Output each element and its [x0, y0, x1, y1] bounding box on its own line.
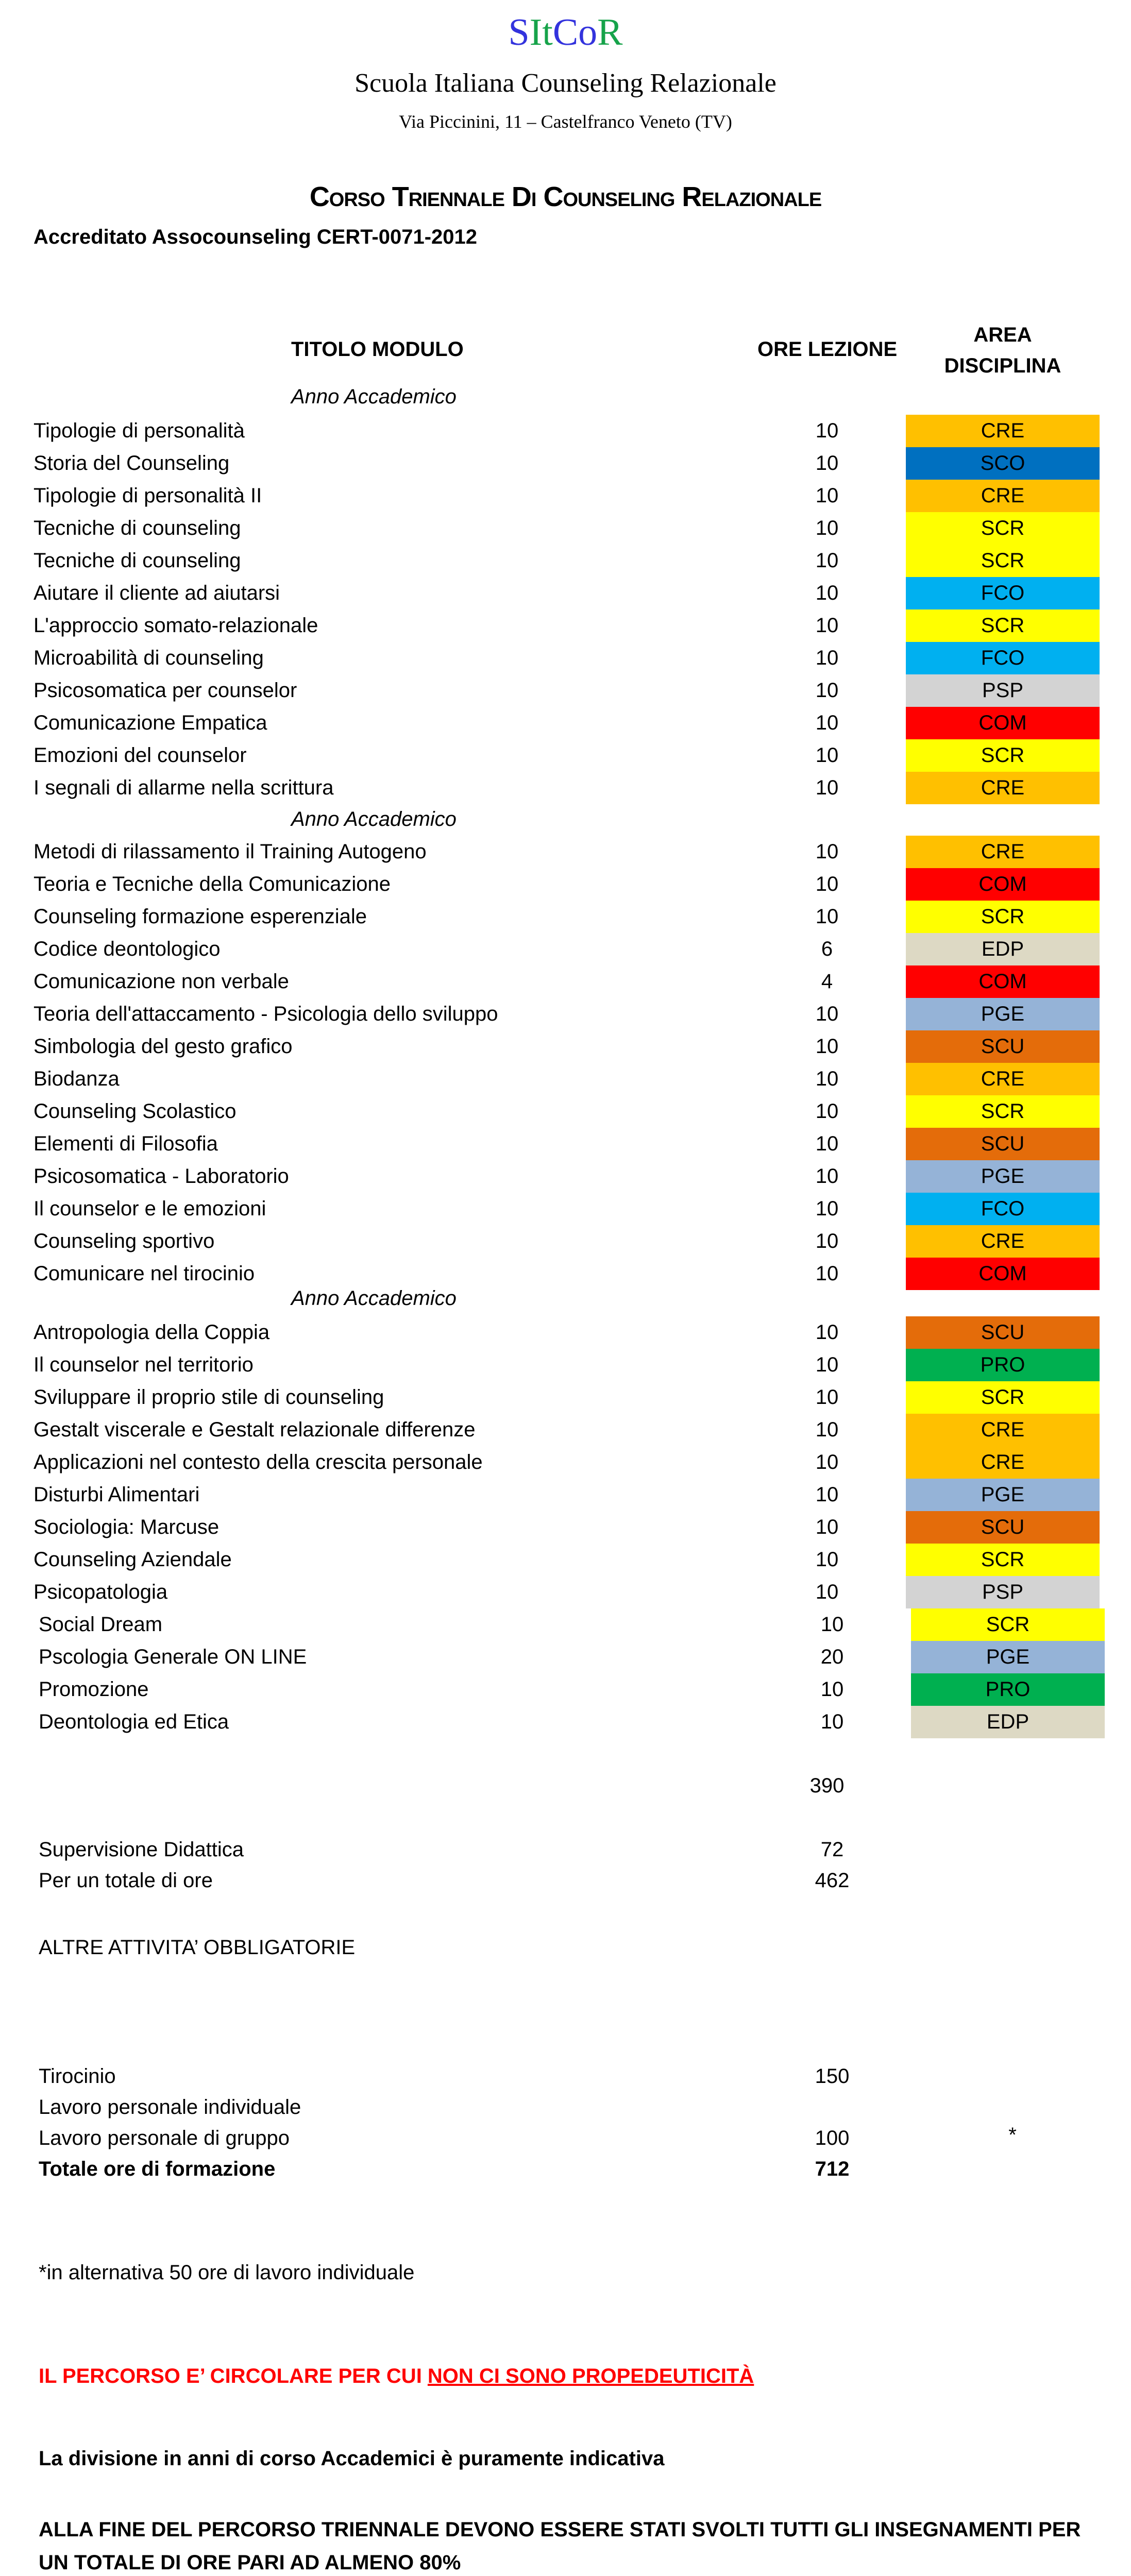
area-badge: PGE	[906, 1479, 1100, 1511]
no-prerequisites-text: NON CI SONO PROPEDEUTICITÀ	[427, 2365, 754, 2387]
table-row	[0, 1641, 1131, 1673]
table-row	[0, 480, 1131, 512]
area-badge: CRE	[906, 1063, 1100, 1095]
module-hours: 10	[815, 744, 839, 767]
table-row	[0, 1511, 1131, 1544]
module-title: Pscologia Generale ON LINE	[39, 1646, 307, 1668]
area-badge: PSP	[906, 1576, 1100, 1608]
area-badge: PGE	[906, 998, 1100, 1030]
area-badge: SCU	[906, 1030, 1100, 1063]
module-title: Sociologia: Marcuse	[33, 1516, 220, 1538]
academic-year-label: Anno Accademico	[291, 385, 457, 408]
area-badge: SCU	[906, 1128, 1100, 1160]
area-badge: PGE	[906, 1160, 1100, 1193]
table-row	[0, 1446, 1131, 1479]
area-badge: CRE	[906, 415, 1100, 447]
module-hours: 10	[815, 484, 839, 507]
table-row	[0, 1349, 1131, 1381]
table-row	[0, 674, 1131, 707]
table-row	[0, 1030, 1131, 1063]
module-title: Tipologie di personalità II	[33, 484, 262, 507]
table-row	[0, 1673, 1131, 1706]
area-badge: SCR	[906, 545, 1100, 577]
other-activity-hours: 150	[815, 2065, 850, 2088]
table-row	[0, 1063, 1131, 1095]
module-title: Aiutare il cliente ad aiutarsi	[33, 582, 280, 604]
module-hours: 10	[815, 1165, 839, 1188]
module-hours: 10	[815, 1067, 839, 1090]
area-badge: SCR	[906, 739, 1100, 772]
module-hours: 10	[815, 905, 839, 928]
grand-total-hours: 712	[815, 2158, 850, 2180]
module-hours: 10	[820, 1678, 844, 1701]
column-header-title: TITOLO MODULO	[291, 338, 464, 361]
table-row	[0, 1414, 1131, 1446]
module-title: Tecniche di counseling	[33, 549, 241, 572]
module-title: Antropologia della Coppia	[33, 1321, 270, 1344]
supervision-hours: 72	[820, 1838, 844, 1861]
area-badge: SCR	[911, 1608, 1105, 1641]
area-badge: COM	[906, 1258, 1100, 1290]
area-badge: FCO	[906, 1193, 1100, 1225]
school-name: Scuola Italiana Counseling Relazionale	[355, 69, 776, 98]
module-hours: 10	[815, 1035, 839, 1058]
module-hours: 10	[815, 711, 839, 734]
table-row	[0, 1381, 1131, 1414]
module-title: Disturbi Alimentari	[33, 1483, 200, 1506]
area-badge: PSP	[906, 674, 1100, 707]
grand-total-label: Totale ore di formazione	[39, 2158, 276, 2180]
module-hours: 10	[815, 614, 839, 637]
module-title: Teoria dell'attaccamento - Psicologia dello sviluppo	[33, 1003, 498, 1025]
column-header-area-line2: DISCIPLINA	[944, 354, 1061, 377]
area-badge: EDP	[906, 933, 1100, 965]
academic-year-label: Anno Accademico	[291, 808, 457, 831]
area-badge: SCO	[906, 447, 1100, 480]
table-row	[0, 772, 1131, 804]
area-badge: CRE	[906, 1446, 1100, 1479]
table-row	[0, 447, 1131, 480]
module-title: Biodanza	[33, 1067, 120, 1090]
column-header-hours: ORE LEZIONE	[757, 338, 898, 361]
module-title: Counseling Aziendale	[33, 1548, 232, 1571]
table-row	[0, 545, 1131, 577]
module-title: Psicosomatica per counselor	[33, 679, 297, 702]
module-hours: 6	[821, 938, 833, 960]
area-badge: PGE	[911, 1641, 1105, 1673]
table-row	[0, 836, 1131, 868]
total-label: Per un totale di ore	[39, 1869, 213, 1892]
area-badge: SCU	[906, 1316, 1100, 1349]
area-badge: EDP	[911, 1706, 1105, 1738]
module-title: Counseling Scolastico	[33, 1100, 237, 1123]
logo-part: R	[597, 11, 623, 54]
logo-part: S	[508, 11, 530, 54]
table-row	[0, 609, 1131, 642]
area-badge: SCU	[906, 1511, 1100, 1544]
module-hours: 10	[820, 1613, 844, 1636]
table-row	[0, 933, 1131, 965]
area-badge: FCO	[906, 577, 1100, 609]
school-address: Via Piccinini, 11 – Castelfranco Veneto (TV)	[399, 111, 732, 132]
area-badge: SCR	[906, 609, 1100, 642]
area-badge: COM	[906, 868, 1100, 901]
area-badge: CRE	[906, 1225, 1100, 1258]
table-row	[0, 1095, 1131, 1128]
circular-path-note	[39, 2360, 1095, 2393]
module-title: L'approccio somato-relazionale	[33, 614, 318, 637]
module-title: Tipologie di personalità	[33, 419, 245, 442]
area-badge: PRO	[906, 1349, 1100, 1381]
table-row	[0, 868, 1131, 901]
module-title: Psicopatologia	[33, 1581, 168, 1603]
module-hours: 10	[815, 840, 839, 863]
table-row	[0, 901, 1131, 933]
table-row	[0, 1479, 1131, 1511]
module-hours: 10	[815, 1548, 839, 1571]
area-badge: SCR	[906, 1544, 1100, 1576]
module-hours: 20	[820, 1646, 844, 1668]
logo-part: It	[529, 11, 553, 54]
other-activity-hours: 100	[815, 2127, 850, 2149]
area-badge: PRO	[911, 1673, 1105, 1706]
module-title: Comunicare nel tirocinio	[33, 1262, 255, 1285]
area-badge: SCR	[906, 1095, 1100, 1128]
other-activity-label: Lavoro personale di gruppo	[39, 2127, 290, 2149]
area-badge: FCO	[906, 642, 1100, 674]
academic-year-label: Anno Accademico	[291, 1287, 457, 1310]
area-badge: CRE	[906, 1414, 1100, 1446]
module-title: Metodi di rilassamento il Training Autogeno	[33, 840, 427, 863]
module-title: Teoria e Tecniche della Comunicazione	[33, 873, 391, 895]
logo-part: Co	[552, 11, 598, 54]
module-title: Il counselor nel territorio	[33, 1353, 254, 1376]
module-hours: 10	[815, 517, 839, 539]
area-badge: CRE	[906, 480, 1100, 512]
table-row	[0, 512, 1131, 545]
module-hours: 10	[815, 1321, 839, 1344]
module-hours: 10	[815, 1581, 839, 1603]
module-title: Emozioni del counselor	[33, 744, 247, 767]
other-activity-label: Lavoro personale individuale	[39, 2096, 301, 2119]
module-title: I segnali di allarme nella scrittura	[33, 776, 334, 799]
module-hours: 10	[815, 1003, 839, 1025]
table-row	[0, 965, 1131, 998]
area-badge: SCR	[906, 512, 1100, 545]
module-hours: 10	[815, 1483, 839, 1506]
module-hours: 10	[820, 1710, 844, 1733]
module-title: Comunicazione Empatica	[33, 711, 267, 734]
module-title: Promozione	[39, 1678, 149, 1701]
end-of-course-note: ALLA FINE DEL PERCORSO TRIENNALE DEVONO ESSERE STATI SVOLTI TUTTI GLI INSEGNAMENTI PER UN TOTALE DI ORE PARI AD ALMENO 80%	[39, 2518, 1081, 2574]
table-row	[0, 707, 1131, 739]
area-badge: CRE	[906, 836, 1100, 868]
module-hours: 10	[815, 1386, 839, 1409]
subtotal-hours: 390	[809, 1774, 845, 1797]
logo	[0, 9, 1131, 56]
table-row	[0, 1316, 1131, 1349]
area-badge: CRE	[906, 772, 1100, 804]
other-activities-heading: ALTRE ATTIVITA’ OBBLIGATORIE	[39, 1936, 356, 1959]
table-row	[0, 1576, 1131, 1608]
module-hours: 10	[815, 647, 839, 669]
table-row	[0, 739, 1131, 772]
module-title: Counseling sportivo	[33, 1230, 215, 1252]
table-row	[0, 1128, 1131, 1160]
module-title: Tecniche di counseling	[33, 517, 241, 539]
module-title: Microabilità di counseling	[33, 647, 264, 669]
accreditation: Accreditato Assocounseling CERT-0071-2012	[33, 226, 478, 248]
module-hours: 10	[815, 452, 839, 474]
table-row	[0, 1608, 1131, 1641]
module-hours: 10	[815, 1132, 839, 1155]
module-title: Counseling formazione esperenziale	[33, 905, 367, 928]
module-hours: 10	[815, 1197, 839, 1220]
module-hours: 10	[815, 1262, 839, 1285]
module-hours: 10	[815, 582, 839, 604]
module-title: Applicazioni nel contesto della crescita personale	[33, 1451, 483, 1473]
table-row	[0, 1193, 1131, 1225]
module-hours: 4	[821, 970, 833, 993]
module-title: Comunicazione non verbale	[33, 970, 289, 993]
module-hours: 10	[815, 873, 839, 895]
supervision-label: Supervisione Didattica	[39, 1838, 244, 1861]
module-hours: 10	[815, 1451, 839, 1473]
document-title: Corso Triennale Di Counseling Relazionale	[309, 181, 822, 212]
column-header-area	[906, 319, 1100, 381]
module-title: Storia del Counseling	[33, 452, 230, 474]
module-hours: 10	[815, 1100, 839, 1123]
module-title: Il counselor e le emozioni	[33, 1197, 266, 1220]
division-note: La divisione in anni di corso Accademici è puramente indicativa	[39, 2447, 665, 2470]
other-activity-label: Tirocinio	[39, 2065, 116, 2088]
module-hours: 10	[815, 1353, 839, 1376]
module-hours: 10	[815, 776, 839, 799]
table-row	[0, 415, 1131, 447]
area-badge: SCR	[906, 901, 1100, 933]
table-row	[0, 1225, 1131, 1258]
module-hours: 10	[815, 1230, 839, 1252]
module-title: Psicosomatica - Laboratorio	[33, 1165, 289, 1188]
table-row	[0, 1544, 1131, 1576]
table-row	[0, 1160, 1131, 1193]
table-row	[0, 577, 1131, 609]
module-hours: 10	[815, 549, 839, 572]
area-badge: SCR	[906, 1381, 1100, 1414]
module-title: Deontologia ed Etica	[39, 1710, 229, 1733]
module-title: Gestalt viscerale e Gestalt relazionale differenze	[33, 1418, 476, 1441]
area-badge: COM	[906, 707, 1100, 739]
table-row	[0, 998, 1131, 1030]
module-title: Elementi di Filosofia	[33, 1132, 218, 1155]
table-row	[0, 642, 1131, 674]
footnote: *in alternativa 50 ore di lavoro individuale	[39, 2261, 415, 2284]
column-header-area-line1: AREA	[973, 324, 1032, 346]
module-hours: 10	[815, 419, 839, 442]
module-hours: 10	[815, 1418, 839, 1441]
module-title: Simbologia del gesto grafico	[33, 1035, 293, 1058]
module-title: Social Dream	[39, 1613, 163, 1636]
module-title: Sviluppare il proprio stile di counseling	[33, 1386, 384, 1409]
circular-path-prefix: IL PERCORSO E’ CIRCOLARE PER CUI	[39, 2365, 428, 2387]
footnote-marker: *	[1008, 2124, 1017, 2146]
area-badge: COM	[906, 965, 1100, 998]
module-title: Codice deontologico	[33, 938, 221, 960]
total-hours: 462	[815, 1869, 850, 1892]
table-row	[0, 1258, 1131, 1290]
table-row	[0, 1706, 1131, 1738]
module-hours: 10	[815, 679, 839, 702]
module-hours: 10	[815, 1516, 839, 1538]
